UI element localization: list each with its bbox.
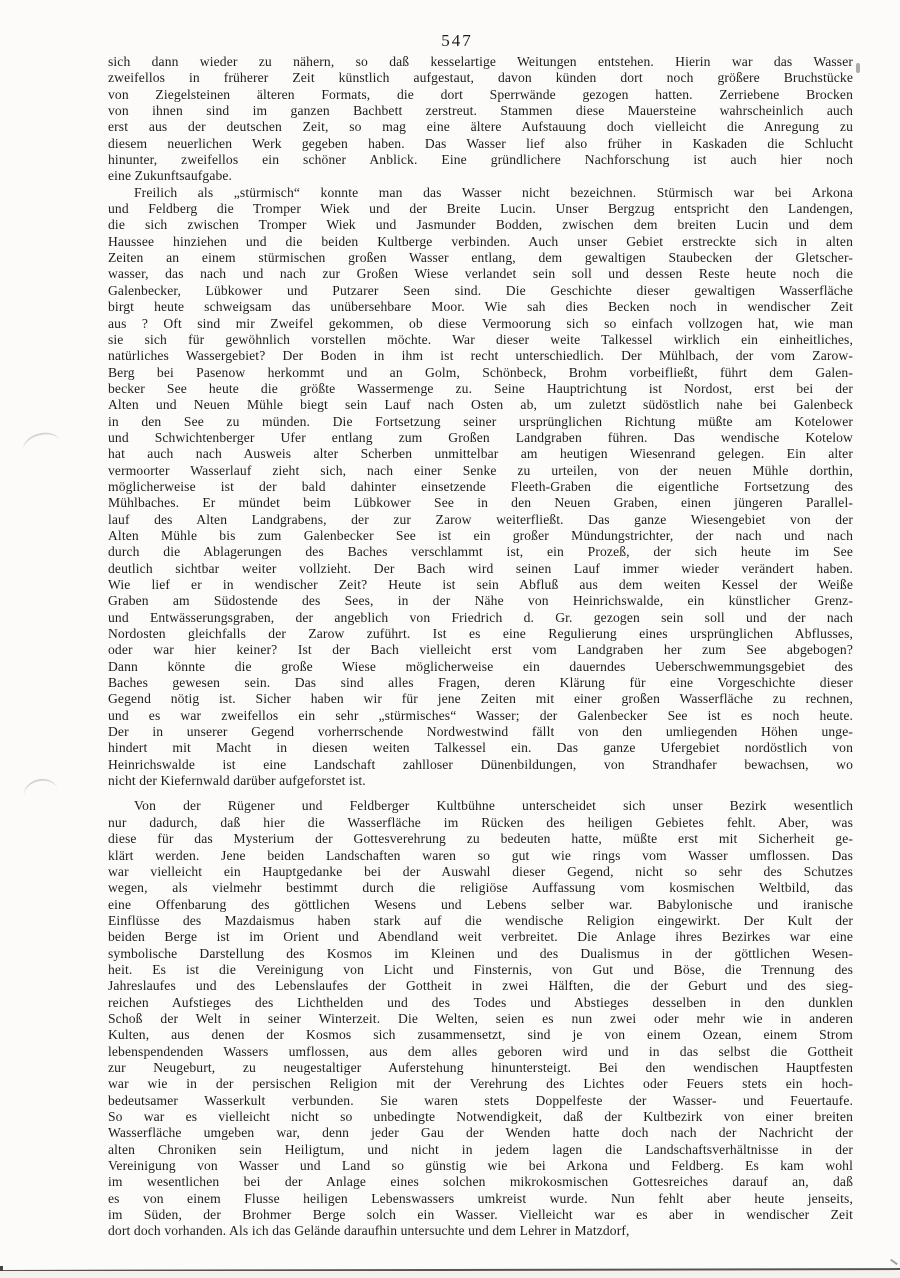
text-line: klärt werden. Jene beiden Landschaften waren so gut wie rings vom Wasser umflossen. Das	[108, 847, 853, 863]
text-line: aus ? Oft sind mir Zweifel gekommen, ob diese Vermoorung sich so einfach vollzogen hat, wie man	[108, 315, 853, 331]
text-line: Kulten, aus denen der Kosmos sich zusammensetzt, sind je von einem Ozean, einem Strom	[108, 1027, 853, 1043]
text-line: möglicherweise ist der bald dahinter einsetzende Fleeth-Graben die eigentliche Fortsetzung des	[108, 478, 853, 494]
text-line: eine Offenbarung des göttlichen Wesens und Lebens selber war. Babylonische und iranische	[108, 896, 853, 912]
text-line: Wie lief er in wendischer Zeit? Heute ist sein Abfluß aus dem weiten Kessel der Weiße	[108, 577, 853, 592]
text-line: birgt heute schweigsam das unübersehbare Moor. Wie sah dies Becken noch in wendischer Zeit	[108, 299, 853, 315]
text-line: Dann könnte die große Wiese möglicherweise ein dauerndes Ueberschwemmungsgebiet des	[108, 658, 853, 674]
text-line: nur dadurch, daß hier die Wasserfläche im Rücken des heiligen Gebietes fehlt. Aber, was	[108, 814, 853, 830]
text-line: dort doch vorhanden. Als ich das Gelände daraufhin untersuchte und dem Lehrer in Matzdorf,	[108, 1223, 630, 1239]
text-line: erst aus der deutschen Zeit, so mag eine ältere Aufstauung doch vielleicht die Anregung zu	[108, 119, 853, 135]
text-line: heit. Es ist die Vereinigung von Licht und Finsternis, von Gut und Böse, die Trennung des	[108, 961, 853, 977]
text-line: nicht der Kiefernwald darüber aufgeforstet ist.	[108, 773, 366, 789]
text-line: von Ziegelsteinen älteren Formats, die dort Sperrwände gezogen hatten. Zerriebene Brocken	[108, 86, 853, 102]
text-line: Berg bei Pasenow herkommt und an Golm, Schönbeck, Brohm vorbeifließt, führt dem Galen-	[108, 364, 853, 380]
text-line: Von der Rügener und Feldberger Kultbühne unterscheidet sich unser Bezirk wesentlich	[134, 798, 853, 814]
text-line: und Schwichtenberger Ufer entlang zum Großen Landgraben führen. Das wendische Kotelow	[108, 429, 853, 445]
text-line: zweifellos in früherer Zeit künstlich aufgestaut, davon künden dort noch größere Bruchstücke	[108, 70, 853, 86]
text-line: bedeutsamer Wasserkult verbunden. Sie waren stets Doppelfeste der Wasser- und Feuertaufe.	[108, 1092, 853, 1108]
paragraph	[108, 798, 853, 1239]
text-line: Wasserfläche umgeben war, denn jeder Gau der Wenden hatte doch nach der Nachricht der	[108, 1125, 853, 1141]
text-line: So war es vielleicht nicht so unbedingte Notwendigkeit, daß der Kultbezirk von einer breiten	[108, 1109, 853, 1124]
text-line: im Süden, der Brohmer Berge solch ein Wasser. Vielleicht war es aber in wendischer Zeit	[108, 1207, 853, 1223]
paragraph	[108, 54, 853, 185]
text-line: in den See zu münden. Die Fortsetzung seiner ursprünglichen Richtung müßte am Kotelower	[108, 413, 853, 429]
text-line: Heinrichswalde ist eine Landschaft zahlloser Dünenbildungen, von Strandhafer bewachsen, wo	[108, 756, 853, 772]
text-line: und es war zweifellos ein sehr „stürmisches“ Wasser; der Galenbecker See ist es noch heute.	[108, 707, 853, 723]
text-line: becker See heute die größte Wassermenge zu. Seine Hauptrichtung ist Nordost, erst bei der	[108, 380, 853, 396]
text-line: Jahreslaufes und des Lebenslaufes der Gottheit in zwei Hälften, die der Geburt und des sieg-	[108, 978, 853, 994]
scan-speck	[890, 1259, 898, 1265]
text-line: vermoorter Wasserlauf zieht sich, nach einer Senke zu urteilen, von der neuen Mühle dorthin,	[108, 462, 853, 478]
text-line: Schoß der Welt in seiner Winterzeit. Die Welten, seien es nun zwei oder mehr wie in anderen	[108, 1010, 853, 1026]
text-line: natürliches Wassergebiet? Der Boden in ihm ist recht unterschiedlich. Der Mühlbach, der vom Zarow-	[108, 348, 853, 364]
text-block	[108, 54, 853, 1240]
text-line: Mühlbaches. Er mündet beim Lübkower See in den Neuen Graben, einen jüngeren Parallel-	[108, 495, 853, 511]
text-line: diese für das Mysterium der Gottesverehrung zu bedeuten hatte, müßte erst mit Sicherheit ge-	[108, 831, 853, 847]
text-line: von ihnen sind im ganzen Bachbett zerstreut. Stammen diese Mauersteine wahrscheinlich auch	[108, 103, 853, 119]
text-line: Baches gewesen sein. Das sind alles Fragen, deren Klärung für eine Vorgeschichte dieser	[108, 675, 853, 691]
text-line: es von einem Flusse heiligen Lebenswassers umkreist wurde. Nun fehlt aber heute jenseits,	[108, 1190, 853, 1206]
text-line: war vielleicht ein Hauptgedanke bei der Auswahl dieser Gegend, nicht so sehr des Schutzes	[108, 863, 853, 879]
text-line: wegen, als vielmehr bestimmt durch die religiöse Auffassung vom kosmischen Weltbild, das	[108, 880, 853, 896]
text-line: Alten Mühle bis zum Galenbecker See ist ein großer Mündungstrichter, der nach und nach	[108, 527, 853, 543]
text-line: Haussee hinziehen und die beiden Kultberge verbinden. Auch unser Gebiet erstreckte sich in alten	[108, 233, 853, 249]
text-line: oder war hier keiner? Ist der Bach vielleicht erst vom Landgraben her zum See abgebogen?	[108, 642, 853, 658]
text-line: Zeiten an einem stürmischen großen Wasser entlang, dem gewaltigen Staubecken der Gletscher-	[108, 250, 853, 266]
text-line: Graben am Südostende des Sees, in der Nähe von Heinrichswalde, ein künstlicher Grenz-	[108, 593, 853, 609]
text-line: diesem neuerlichen Werk gegeben haben. Das Wasser lief also früher in Kaskaden die Schlucht	[108, 135, 853, 151]
text-line: die sich zwischen Tromper Wiek und Jasmunder Bodden, zwischen dem breiten Lucin und dem	[108, 217, 853, 233]
text-line: durch die Ablagerungen des Baches verschlammt ist, ein Prozeß, der sich heute im See	[108, 544, 853, 560]
text-line: Freilich als „stürmisch“ konnte man das Wasser nicht bezeichnen. Stürmisch war bei Arkona	[134, 184, 853, 200]
text-line: Alten und Neuen Mühle biegt sein Lauf nach Osten ab, um zuletzt südöstlich nahe bei Galenbeck	[108, 397, 853, 413]
text-line: und Feldberg die Tromper Wiek und der Breite Lucin. Unser Bergzug entspricht den Landengen,	[108, 201, 853, 217]
text-line: eine Zukunftsaufgabe.	[108, 168, 233, 184]
text-line: Gegend nötig ist. Sicher haben wir für jene Zeiten mit einer großen Wasserfläche zu rechnen,	[108, 691, 853, 707]
text-line: symbolische Darstellung des Kosmos im Kleinen und des Dualismus in der göttlichen Wesen-	[108, 945, 853, 961]
text-line: sie sich für gewöhnlich vorstellen möchte. War dieser weite Talkessel wirklich ein einheitliches,	[108, 331, 853, 347]
text-line: Vereinigung von Wasser und Land so günstig wie bei Arkona und Feldberg. Es kam wohl	[108, 1158, 853, 1174]
text-line: reichen Aufstieges des Lichthelden und des Todes und Abstieges desselben in den dunklen	[108, 994, 853, 1010]
page-number: 547	[441, 31, 473, 50]
text-line: hindert mit Macht in diesen weiten Talkessel ein. Das ganze Ufergebiet nordöstlich von	[108, 740, 853, 756]
text-line: Nordosten gleichfalls der Zarow zuführt. Ist es eine Regulierung eines ursprünglichen Abflusses,	[108, 626, 853, 642]
margin-pencil-mark	[20, 429, 63, 463]
text-line: beiden Berge ist im Orient und Abendland weit verbreitet. Die Anlage ihres Bezirkes war eine	[108, 929, 853, 945]
text-line: alten Chroniken sein Heiligtum, und nicht in jedem lagen die Landschaftsverhältnisse in der	[108, 1141, 853, 1157]
text-line: war wie in der persischen Religion mit der Verehrung des Lichtes oder Feuers stets ein hoch-	[108, 1076, 853, 1092]
text-line: deutlich sichtbar weiter vollzieht. Der Bach wird seinen Lauf immer wieder verändert haben.	[108, 560, 853, 576]
paragraph	[108, 185, 853, 790]
scan-edge-shadow	[0, 1271, 900, 1278]
text-line: im wesentlichen bei der Anlage eines solchen mikrokosmischen Gottesreiches darauf an, daß	[108, 1174, 853, 1190]
text-line: Einflüsse des Mazdaismus haben stark auf die wendische Religion eingewirkt. Der Kult der	[108, 912, 853, 928]
text-line: wasser, das nach und nach zur Großen Wiese verlandet sein soll und dessen Reste heute noch die	[108, 266, 853, 282]
text-line: sich dann wieder zu nähern, so daß kesselartige Weitungen entstehen. Hierin war das Wasser	[108, 54, 853, 69]
text-line: Galenbecker, Lübkower und Putzarer Seen sind. Die Geschichte dieser gewaltigen Wasserfläche	[108, 282, 853, 298]
text-line: lebenspendenden Wassers umflossen, aus dem alles geboren wird und in das selbst die Gottheit	[108, 1043, 853, 1059]
text-line: hinunter, zweifellos ein schöner Anblick. Eine gründlichere Nachforschung ist auch hier noch	[108, 152, 853, 168]
margin-pencil-mark	[21, 776, 60, 810]
text-line: und Entwässerungsgraben, der angeblich von Friedrich d. Gr. gezogen sein soll und der nach	[108, 609, 853, 625]
text-line: lauf des Alten Landgrabens, der zur Zarow weiterfließt. Das ganze Wiesengebiet von der	[108, 511, 853, 527]
text-line: hat auch nach Ausweis alter Scherben unmittelbar am heutigen Wiesenrand gelegen. Ein alter	[108, 446, 853, 462]
scan-speck	[856, 63, 860, 73]
text-line: zur Neugeburt, zu neugestaltiger Auferstehung hinuntersteigt. Bei den wendischen Hauptfesten	[108, 1059, 853, 1075]
text-line: Der in unserer Gegend vorherrschende Nordwestwind fällt von den umliegenden Höhen unge-	[108, 724, 853, 740]
